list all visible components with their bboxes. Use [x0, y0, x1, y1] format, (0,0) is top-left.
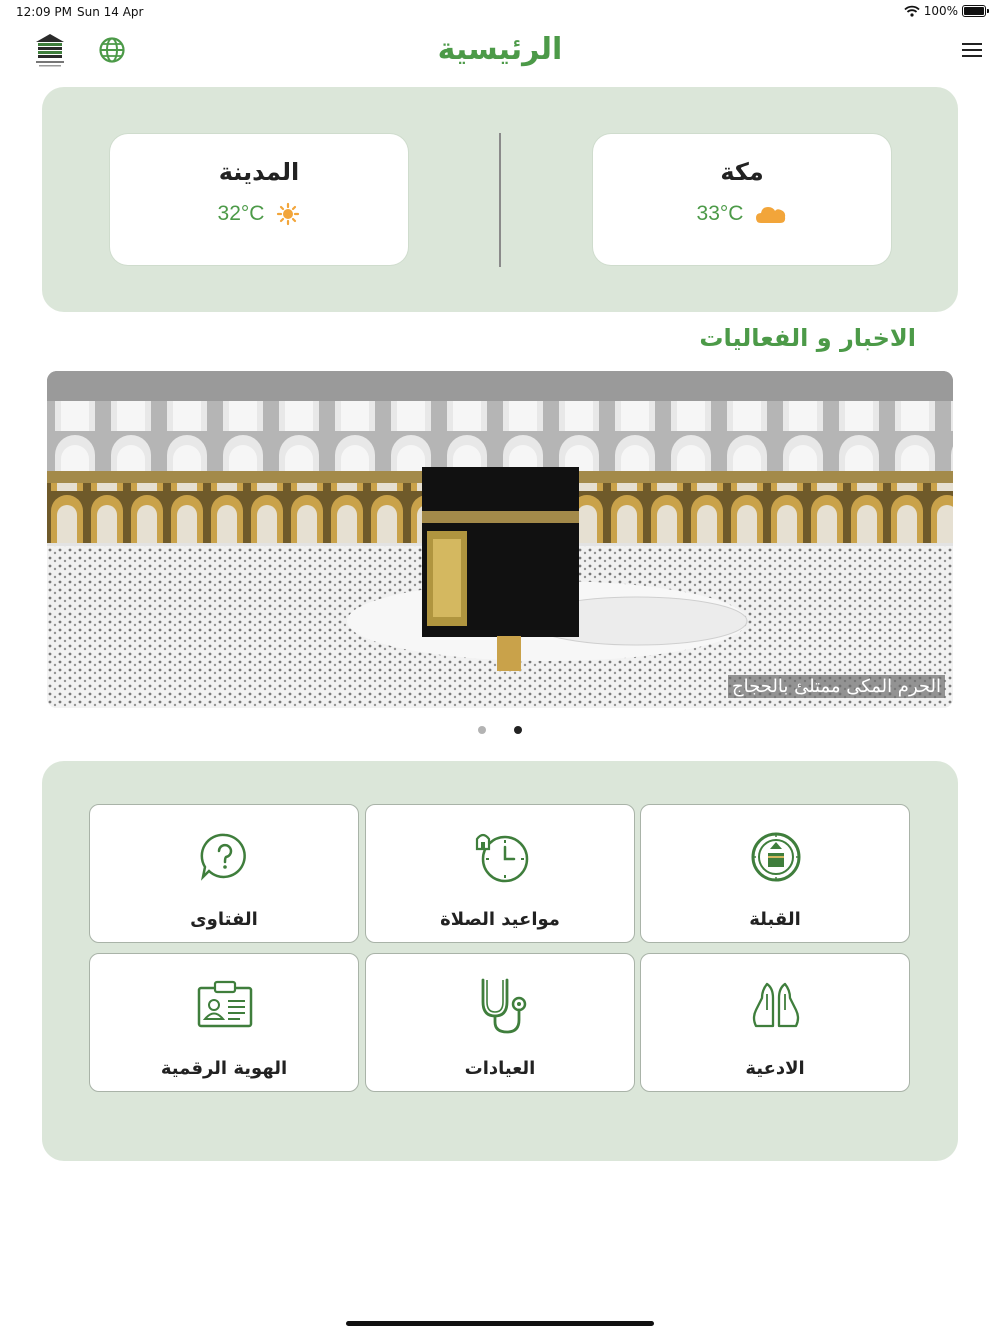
service-tile-clinics[interactable] — [365, 953, 635, 1092]
weather-divider — [499, 133, 501, 267]
city-temperature: 32°C — [217, 202, 265, 225]
carousel-dot-active[interactable] — [514, 726, 522, 734]
wifi-icon — [904, 5, 920, 17]
status-date: Sun 14 Apr — [77, 5, 144, 19]
city-temperature: 33°C — [696, 202, 744, 225]
service-label: الفتاوى — [190, 909, 258, 930]
service-tile-fatwas[interactable] — [89, 804, 359, 943]
services-panel — [42, 761, 958, 1161]
sun-icon — [276, 202, 300, 226]
status-time: 12:09 PM — [16, 5, 72, 19]
question-bubble-icon — [195, 827, 255, 887]
city-name: المدينة — [218, 158, 300, 186]
id-card-icon — [195, 976, 255, 1036]
news-section-title: الاخبار و الفعاليات — [699, 324, 916, 352]
weather-panel — [42, 87, 958, 312]
carousel-dot[interactable] — [478, 726, 486, 734]
prayer-clock-icon — [471, 827, 531, 887]
carousel-indicator — [0, 724, 1000, 736]
cloud-icon — [755, 203, 787, 225]
service-label: مواعيد الصلاة — [440, 909, 560, 930]
city-name: مكة — [720, 158, 764, 186]
battery-icon — [962, 5, 986, 17]
news-banner-image[interactable] — [47, 371, 953, 708]
battery-percent: 100% — [923, 4, 958, 18]
stethoscope-icon — [471, 976, 531, 1036]
service-tile-prayer-times[interactable] — [365, 804, 635, 943]
weather-card-madinah[interactable] — [110, 134, 408, 265]
page-title: الرئيسية — [437, 32, 563, 67]
service-tile-qibla[interactable] — [640, 804, 910, 943]
service-label: القبلة — [749, 909, 801, 930]
top-bar — [0, 24, 1000, 80]
status-bar — [0, 0, 1000, 24]
weather-card-makkah[interactable] — [593, 134, 891, 265]
qibla-compass-icon — [746, 827, 806, 887]
service-tile-supplications[interactable] — [640, 953, 910, 1092]
service-label: الهوية الرقمية — [160, 1058, 288, 1079]
home-indicator[interactable] — [346, 1321, 654, 1326]
hamburger-menu-icon[interactable] — [962, 42, 982, 58]
praying-hands-icon — [746, 976, 806, 1036]
service-label: العيادات — [464, 1058, 536, 1079]
status-right — [904, 4, 986, 18]
service-label: الادعية — [745, 1058, 805, 1079]
kaaba-photo — [47, 371, 953, 708]
news-caption: الحرم المكى ممتلئ بالحجاج — [728, 675, 945, 698]
service-tile-digital-id[interactable] — [89, 953, 359, 1092]
